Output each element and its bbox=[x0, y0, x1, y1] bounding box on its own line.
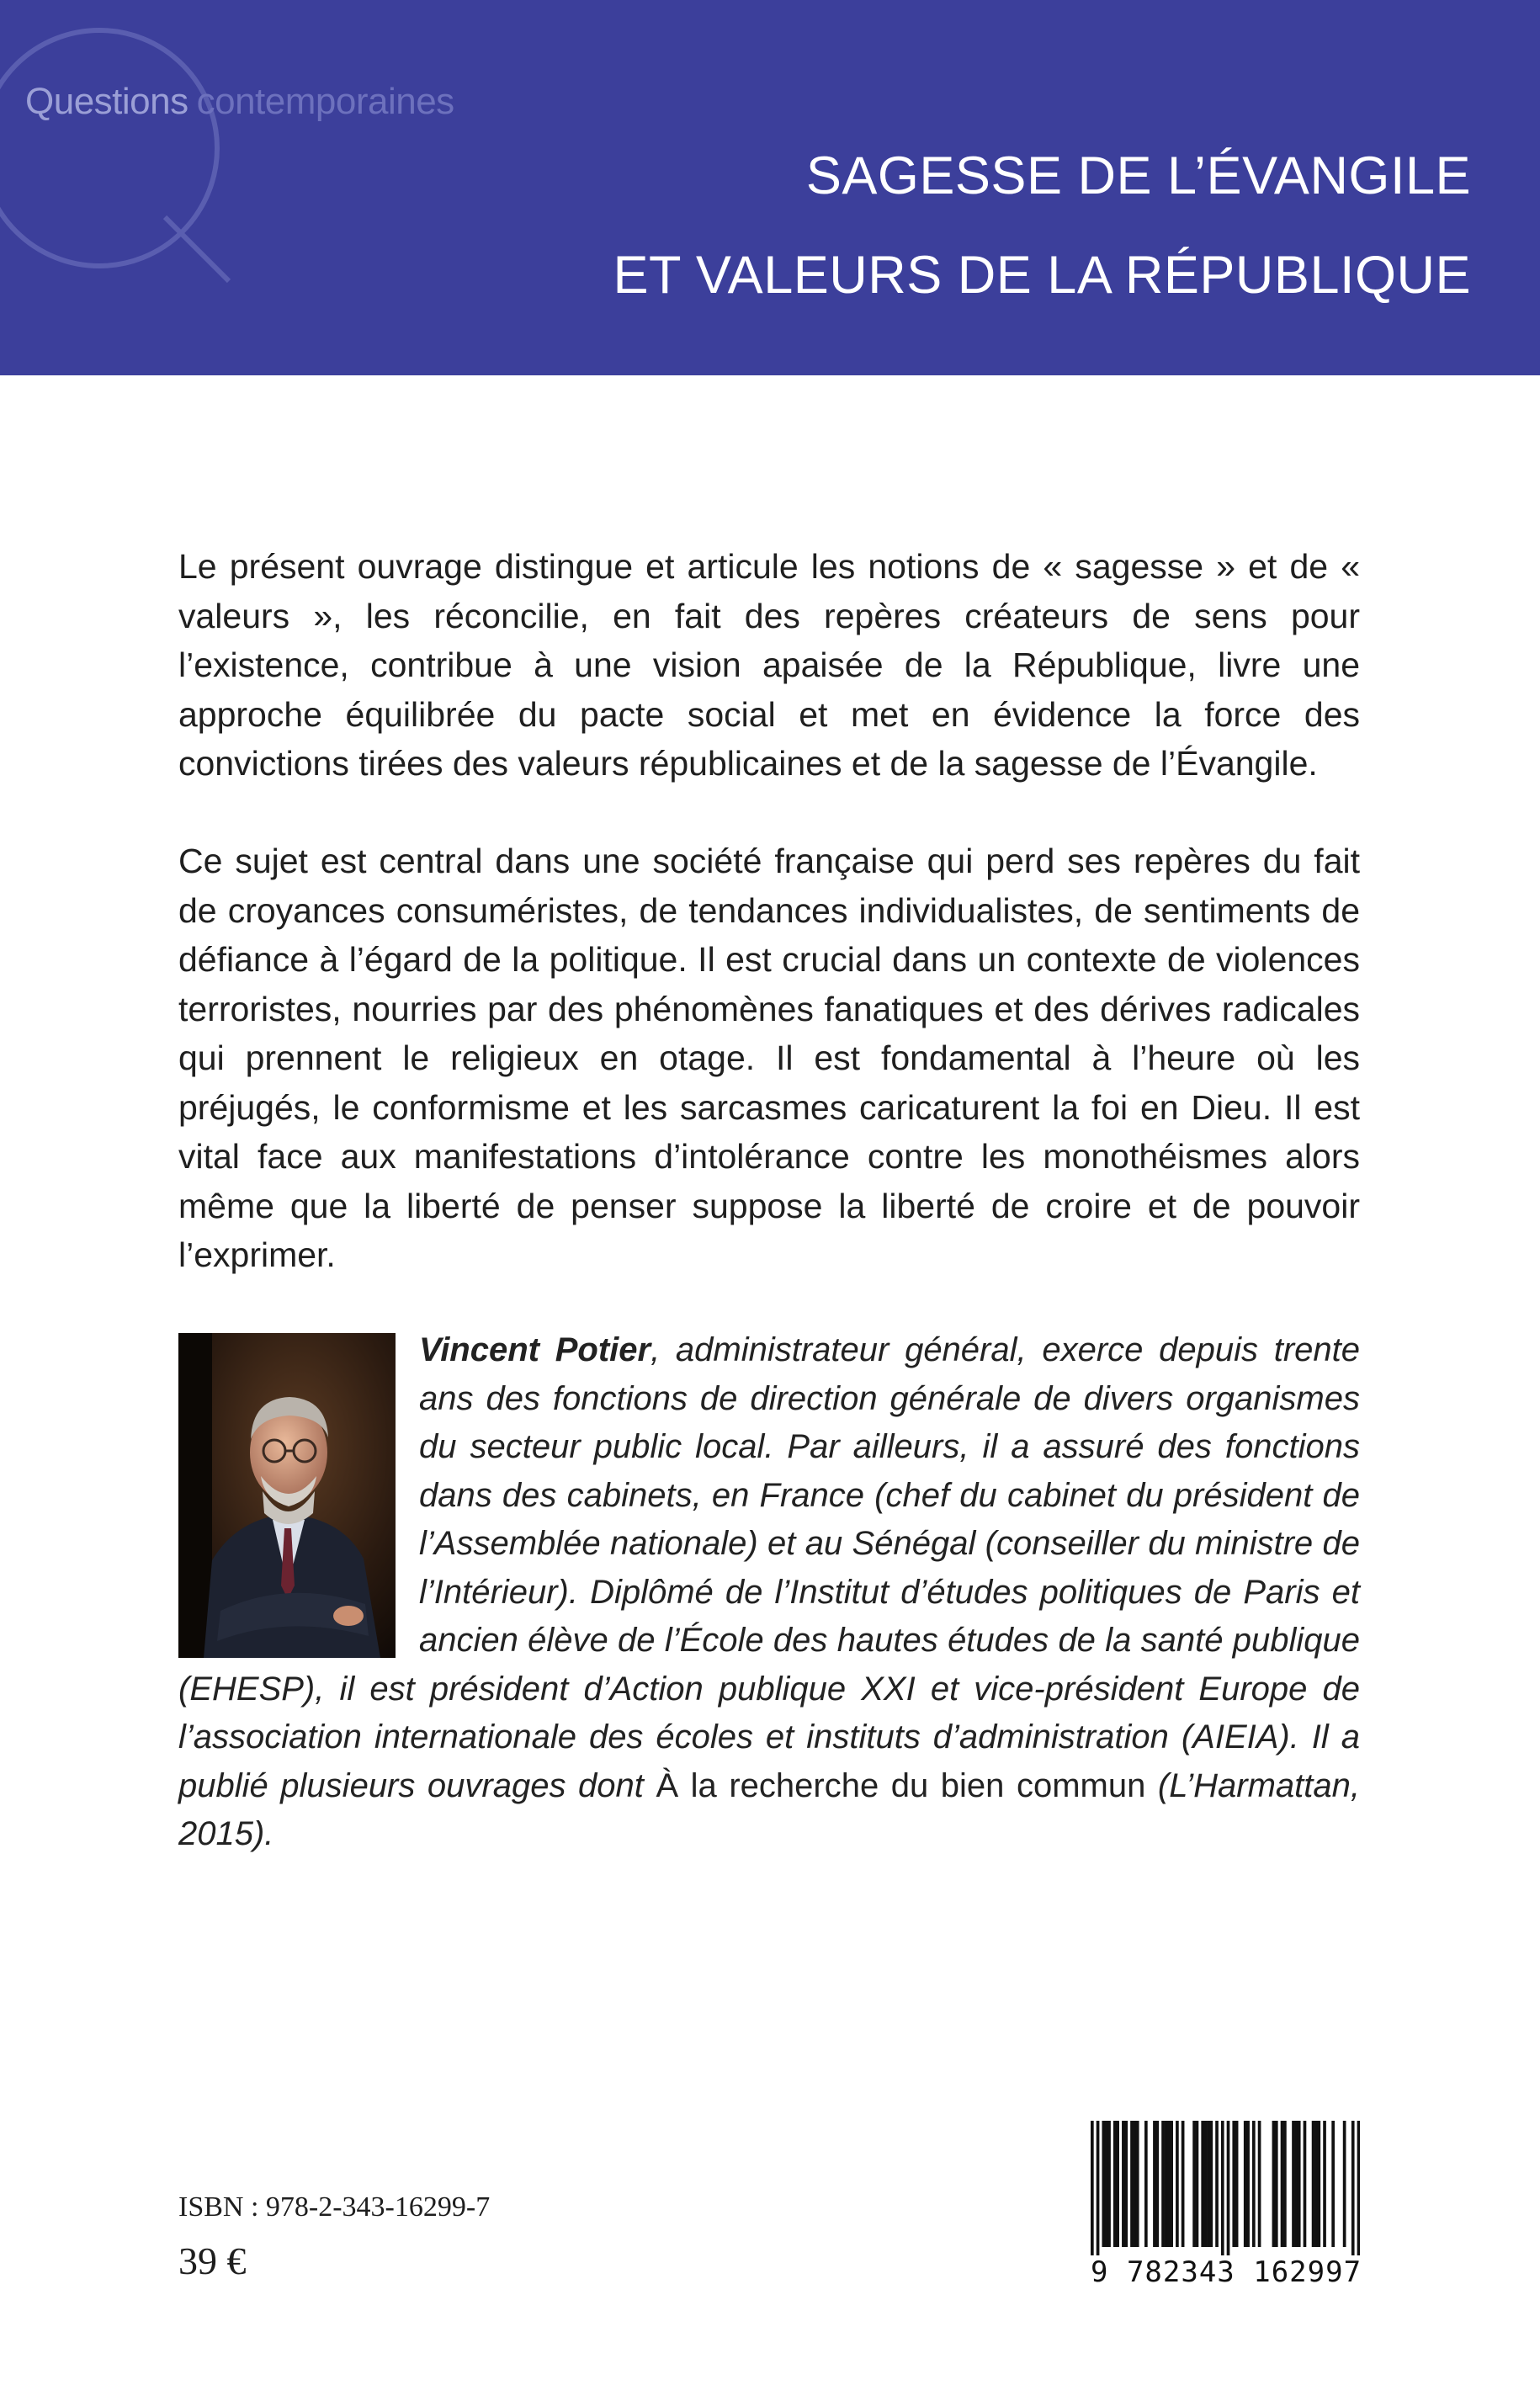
barcode-bar bbox=[1097, 2121, 1100, 2255]
book-title-line-2: ET VALEURS DE LA RÉPUBLIQUE bbox=[613, 246, 1471, 305]
barcode-bar bbox=[1192, 2121, 1196, 2247]
barcode-bar bbox=[1283, 2121, 1287, 2247]
blurb-paragraph-1: Le présent ouvrage distingue et articule les notions de « sagesse » et de « valeurs », les réconcilie, en fait des repères créateurs de sens pour l’existence, contribue à une vision apaisée de la République, livre une approche équilibrée du pacte social et met en évidence la force des convictions tirées des valeurs républicaines et de la sagesse de l’Évangile. bbox=[178, 547, 1360, 783]
barcode-bar bbox=[1122, 2121, 1125, 2247]
barcode-bar bbox=[1116, 2121, 1119, 2247]
book-title-line-1: SAGESSE DE L’ÉVANGILE bbox=[805, 146, 1471, 205]
series-name bbox=[25, 81, 454, 123]
blurb-paragraph-2: Ce sujet est central dans une société française qui perd ses repères du fait de croyances consuméristes, de tendances individualistes, de sentiments de défiance à l’égard de la politique. Il est crucial dans un contexte de violences terroristes, nourries par des phénomènes fanatiques et des dérives radicales qui prennent le religieux en otage. Il est fondamental à l’heure où les préjugés, le conformisme et les sarcasmes caricaturent la foi en Dieu. Il est vital face aux manifestations d’intolérance contre les monothéismes alors même que la liberté de penser suppose la liberté de croire et de pouvoir l’exprimer. bbox=[178, 842, 1360, 1274]
barcode-bar bbox=[1244, 2121, 1247, 2247]
barcode-bar bbox=[1292, 2121, 1295, 2247]
barcode-bar bbox=[1113, 2121, 1117, 2247]
barcode-bar bbox=[1258, 2121, 1261, 2247]
barcode-bar bbox=[1165, 2121, 1168, 2247]
barcode-bar bbox=[1105, 2121, 1108, 2247]
other-book-title: À la recherche du bien commun bbox=[656, 1766, 1146, 1804]
barcode-bar bbox=[1295, 2121, 1298, 2247]
book-title bbox=[613, 126, 1471, 325]
barcode-bar bbox=[1176, 2121, 1179, 2247]
barcode-bar bbox=[1232, 2121, 1235, 2247]
series-q-logo bbox=[0, 0, 252, 303]
barcode-bar bbox=[1343, 2121, 1346, 2247]
barcode-bar bbox=[1252, 2121, 1256, 2247]
barcode-digits: 9 782343 162997 bbox=[1091, 2255, 1362, 2289]
price: 39 € bbox=[178, 2239, 247, 2282]
barcode-bar bbox=[1357, 2121, 1360, 2255]
barcode-bar bbox=[1323, 2121, 1326, 2247]
barcode-bar bbox=[1196, 2121, 1199, 2247]
barcode-bar bbox=[1312, 2121, 1315, 2247]
barcode-bar bbox=[1107, 2121, 1111, 2247]
barcode-bar bbox=[1317, 2121, 1320, 2247]
barcode-bar bbox=[1136, 2121, 1139, 2247]
author-bio bbox=[178, 1326, 1360, 1859]
barcode-bar bbox=[1221, 2121, 1224, 2255]
barcode-bar bbox=[1124, 2121, 1128, 2247]
header-band bbox=[0, 0, 1540, 375]
barcode-bars bbox=[1091, 2121, 1360, 2255]
barcode-bar bbox=[1351, 2121, 1355, 2255]
barcode-bar bbox=[1272, 2121, 1276, 2247]
barcode-bar bbox=[1314, 2121, 1318, 2247]
barcode-bar bbox=[1207, 2121, 1210, 2247]
barcode-bar bbox=[1201, 2121, 1204, 2247]
barcode-bar bbox=[1281, 2121, 1284, 2247]
barcode-bar bbox=[1215, 2121, 1219, 2247]
barcode bbox=[1091, 2121, 1360, 2289]
photo-spacer bbox=[178, 1326, 419, 1663]
barcode-bar bbox=[1155, 2121, 1159, 2247]
barcode-bar bbox=[1182, 2121, 1185, 2247]
barcode-bar bbox=[1153, 2121, 1156, 2247]
barcode-bar bbox=[1246, 2121, 1250, 2247]
barcode-bar bbox=[1204, 2121, 1208, 2247]
barcode-bar bbox=[1091, 2121, 1094, 2255]
barcode-bar bbox=[1209, 2121, 1213, 2247]
barcode-bar bbox=[1134, 2121, 1137, 2247]
author-name: Vincent Potier bbox=[419, 1331, 651, 1368]
barcode-bar bbox=[1144, 2121, 1148, 2247]
barcode-bar bbox=[1275, 2121, 1278, 2247]
barcode-bar bbox=[1235, 2121, 1239, 2247]
author-bio-text-1: , administrateur général, exerce depuis trente ans des fonctions de direction générale de divers organismes du secteur public local. Par ailleurs, il a assuré des fonctions dans des cabinets, en France (chef du cabinet du président de l’Assemblée nationale) et au Sénégal (conseiller du ministre de l’Intérieur). Diplômé de l’Institut d’études politiques de Paris et ancien élève de l’École des hautes études de la santé publique (EHESP), il est président d’Action publique XXI et vice-président Europe de l’association internationale des écoles et instituts d’administration (AIEIA). Il a publié plusieurs ouvrages dont bbox=[178, 1331, 1360, 1804]
barcode-bar bbox=[1304, 2121, 1307, 2247]
series-word-questions: Questions bbox=[25, 81, 189, 122]
barcode-bar bbox=[1167, 2121, 1171, 2247]
barcode-bar bbox=[1331, 2121, 1335, 2247]
barcode-bar bbox=[1161, 2121, 1165, 2247]
barcode-bar bbox=[1170, 2121, 1173, 2247]
author-bio-text-2: (L’Harmattan, 2015). bbox=[178, 1766, 1361, 1852]
series-word-contemporaines: contemporaines bbox=[196, 81, 454, 122]
barcode-bar bbox=[1130, 2121, 1134, 2247]
barcode-bar bbox=[1102, 2121, 1105, 2247]
isbn: ISBN : 978-2-343-16299-7 bbox=[178, 2191, 491, 2223]
barcode-bar bbox=[1298, 2121, 1301, 2247]
barcode-bar bbox=[1227, 2121, 1230, 2255]
